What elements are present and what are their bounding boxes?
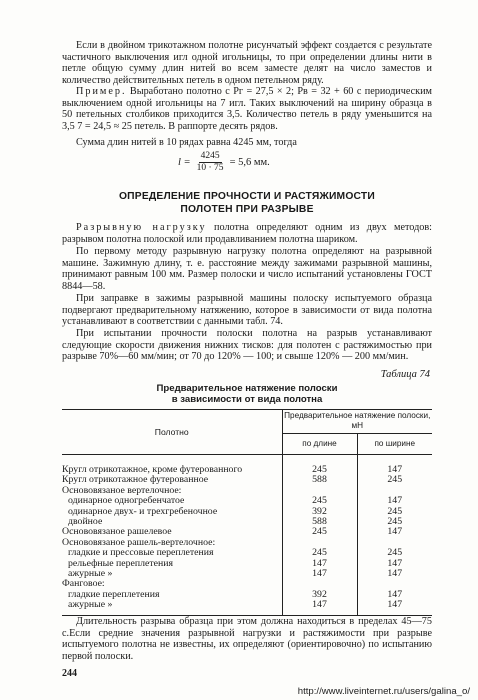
formula-lhs: l = — [178, 157, 191, 168]
tension-width-cell: 147 — [357, 527, 432, 537]
tension-width-cell: 147 — [357, 496, 432, 506]
column-header-tension: Предварительное натяжение полоски, мН — [282, 410, 432, 434]
paragraph-pretension: При заправке в зажимы разрывной машины полоску испытуемого образца подвергают предварительному натяжению, которое в зависимости от вида полотна устанавливают в соответствии с данными табл. 74. — [62, 293, 432, 328]
paragraph-example — [62, 86, 432, 132]
table-row — [62, 590, 432, 600]
formula-numerator: 4245 — [200, 151, 220, 161]
fabric-name-cell: Основовязаное рашель-вертелочное: — [62, 536, 216, 548]
paragraph-intro: Если в двойном трикотажном полотне рисунчатый эффект создается с результате частичного выключения игл одной игольницы, то при определении длины нити в петле общую сумму длин нитей во всем заместе делят на число заместов и количество действительных петель в одном петельном ряду. — [62, 40, 432, 86]
column-header-fabric: Полотно — [62, 410, 282, 455]
formula — [178, 151, 270, 174]
fabric-name-cell: гладкие и прессовые переплетения — [68, 547, 214, 559]
formula-denominator: 10 · 75 — [196, 163, 224, 173]
tension-width-cell: 245 — [357, 548, 432, 558]
methods-text: полотна определяют одним из двух методов: разрывом полотна полоской или продавливанием полотна шариком. — [62, 222, 432, 245]
fabric-name-cell: ажурные » — [68, 568, 113, 580]
tension-length-cell: 245 — [282, 548, 357, 558]
tension-length-cell: 245 — [282, 465, 357, 475]
table-number: Таблица 74 — [380, 369, 430, 380]
fabric-name-cell: Кругл отрикотажное, кроме футерованного — [62, 464, 243, 475]
tension-width-cell: 245 — [357, 475, 432, 485]
tension-length-cell: 245 — [282, 496, 357, 506]
tension-length-cell: 245 — [282, 527, 357, 537]
page-number: 244 — [62, 668, 77, 679]
section-heading-line2: ПОЛОТЕН ПРИ РАЗРЫВЕ — [180, 204, 314, 215]
tension-length-cell: 392 — [282, 590, 357, 600]
fabric-name-cell: одинарное двух- и трехгребеночное — [68, 505, 218, 517]
fabric-name-cell: рельефные переплетения — [68, 557, 173, 569]
table-row — [62, 569, 432, 579]
tension-length-cell: 588 — [282, 517, 357, 527]
paragraph-sum: Сумма длин нитей в 10 рядах равна 4245 мм, тогда — [76, 137, 297, 148]
table-caption — [62, 383, 432, 405]
tension-width-cell: 147 — [357, 590, 432, 600]
section-heading-line1: ОПРЕДЕЛЕНИЕ ПРОЧНОСТИ И РАСТЯЖИМОСТИ — [118, 191, 376, 202]
section-heading — [62, 190, 432, 216]
methods-lead: Разрывную нагрузку — [76, 222, 207, 233]
fabric-name-cell: Основовязаное вертелочное: — [62, 484, 182, 496]
tension-length-cell: 147 — [282, 600, 357, 610]
fabric-name-cell: ажурные » — [68, 599, 113, 611]
fabric-name-cell: Основовязаное рашелевое — [62, 526, 172, 538]
fabric-name-cell: Фанговое: — [62, 578, 105, 590]
tension-width-cell: 147 — [357, 559, 432, 569]
table-row — [62, 507, 432, 517]
fabric-name-cell: гладкие переплетения — [68, 588, 160, 600]
paragraph-duration: Длительность разрыва образца при этом должна находиться в пределах 45—75 с.Если средние значения разрывной нагрузки и растяжимости при разрыве испытуемого полотна не известны, их определяют (ориентировочно) по испытанию первой полоски. — [62, 616, 432, 662]
tension-length-cell: 147 — [282, 569, 357, 579]
formula-fraction — [195, 151, 226, 174]
table-caption-line1: Предварительное натяжение полоски — [156, 383, 338, 394]
paragraph-first-method: По первому методу разрывную нагрузку полотна определяют на разрывной машине. Зажимную длину, т. е. расстояние между зажимами разрывной машины, принимают равным 100 мм. Размер полоски и число испытаний установлены ГОСТ 8844—58. — [62, 246, 432, 292]
pretension-table — [62, 409, 432, 616]
tension-width-cell: 245 — [357, 507, 432, 517]
example-text: Выработано полотно с Pг = 27,5 × 2; Pв = 32 + 60 с периодическим выключением одной игольницы на 7 игл. Таких выключений на ширину образца в 50 петельных столбиков приходится 3,5. Количество петель в ряду уменьшится на 3,5 7 = 24,5 ≈ 25 петель. В раппорте десять рядов. — [62, 86, 432, 132]
fabric-name-cell: Кругл отрикотажное футерованное — [62, 474, 209, 486]
paragraph-speeds: При испытании прочности полоски полотна на разрыв устанавливают следующие скорости движения нижних тисков: для полотен с растяжимостью при разрыве 70%—60 мм/мин; от 70 до 120% — 100; и свыше 120% — 200 мм/мин. — [62, 328, 432, 363]
table-row — [62, 600, 432, 610]
tension-length-cell: 588 — [282, 475, 357, 485]
formula-rhs: = 5,6 мм. — [229, 157, 270, 168]
table-row — [62, 559, 432, 569]
tension-width-cell: 245 — [357, 517, 432, 527]
paragraph-methods — [62, 222, 432, 245]
tension-length-cell: 392 — [282, 507, 357, 517]
column-header-length: по длине — [282, 433, 357, 454]
fabric-name-cell: двойное — [68, 516, 103, 528]
column-header-width: по ширине — [357, 433, 432, 454]
tension-width-cell: 147 — [357, 465, 432, 475]
tension-width-cell: 147 — [357, 600, 432, 610]
tension-width-cell: 147 — [357, 569, 432, 579]
watermark-url: http://www.liveinternet.ru/users/galina_o/ — [297, 686, 470, 697]
fabric-name-cell: одинарное одногребенчатое — [68, 495, 185, 507]
table-body — [62, 465, 432, 615]
tension-length-cell: 147 — [282, 559, 357, 569]
table-caption-line2: в зависимости от вида полотна — [171, 394, 323, 405]
example-lead: Пример. — [76, 86, 127, 97]
